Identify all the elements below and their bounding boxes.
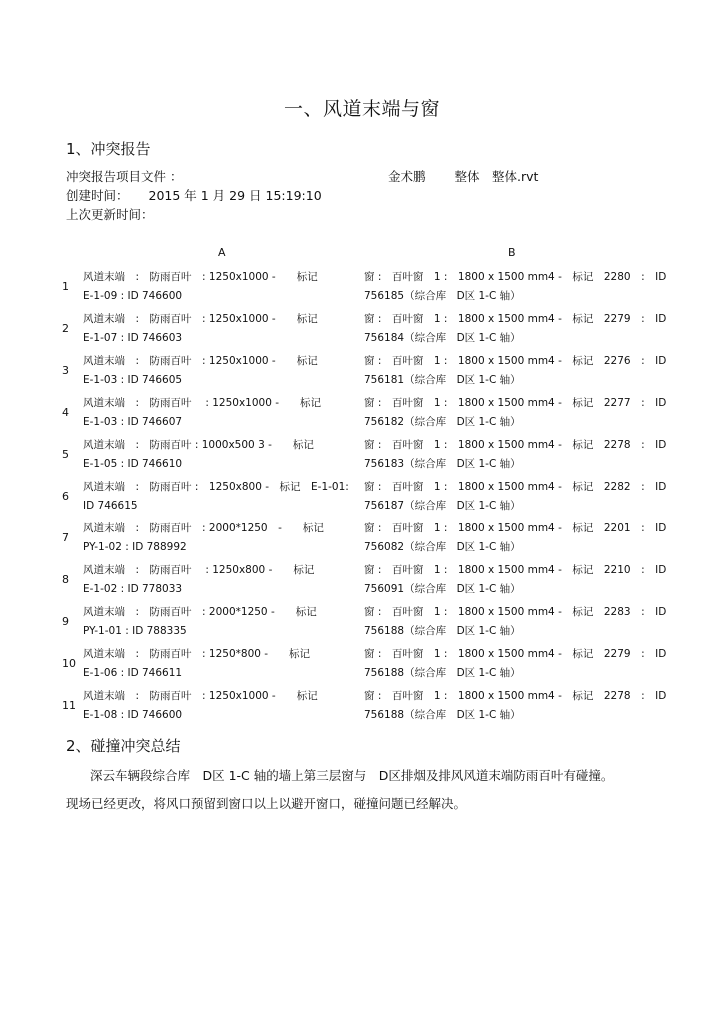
summary-text (66, 762, 666, 818)
row-number: 5 (62, 447, 69, 461)
row-number: 1 (62, 280, 69, 293)
cell-b (364, 268, 670, 306)
cell-b-line-2: 756188（综合库 D区 1-C 轴） (364, 625, 521, 638)
summary-paragraph-1: 深云车辆段综合库 D区 1-C 轴的墙上第三层窗与 D区排烟及排风风道末端防雨百叶有碰撞。 (90, 768, 614, 783)
row-number: 6 (62, 489, 69, 503)
cell-b (364, 603, 670, 641)
column-header-a: A (218, 246, 226, 259)
cell-a-line-2: E-1-06 : ID 746611 (83, 667, 183, 680)
project-file-label: 冲突报告项目文件 ： (66, 169, 183, 184)
cell-b-line-1: 窗 : 百叶窗 1 : 1800 x 1500 mm4 - 标记 2282 : ID (364, 480, 667, 493)
cell-a (83, 436, 355, 474)
cell-a (83, 310, 355, 348)
table-row (62, 310, 672, 352)
cell-b-line-1: 窗 : 百叶窗 1 : 1800 x 1500 mm4 - 标记 2276 : ID (364, 354, 667, 367)
cell-b-line-1: 窗 : 百叶窗 1 : 1800 x 1500 mm4 - 标记 2280 : ID (364, 271, 667, 283)
section-heading-summary: 2、碰撞冲突总结 (66, 737, 181, 755)
row-number: 7 (62, 531, 69, 545)
cell-a (83, 519, 355, 557)
table-row (62, 603, 672, 645)
cell-a (83, 352, 355, 390)
cell-a-line-2: PY-1-01 : ID 788335 (83, 625, 187, 638)
table-row (62, 561, 672, 603)
cell-b (364, 436, 670, 474)
cell-b-line-1: 窗 : 百叶窗 1 : 1800 x 1500 mm4 - 标记 2278 : ID (364, 690, 667, 702)
cell-a (83, 603, 355, 641)
created-time-line (66, 186, 322, 204)
cell-b-line-2: 756181（综合库 D区 1-C 轴） (364, 373, 521, 386)
table-row (62, 645, 672, 687)
cell-b-line-1: 窗 : 百叶窗 1 : 1800 x 1500 mm4 - 标记 2277 : ID (364, 396, 667, 409)
cell-b-line-1: 窗 : 百叶窗 1 : 1800 x 1500 mm4 - 标记 2279 : ID (364, 648, 667, 661)
table-row (62, 436, 672, 478)
cell-b-line-1: 窗 : 百叶窗 1 : 1800 x 1500 mm4 - 标记 2210 : ID (364, 564, 667, 577)
table-row (62, 268, 672, 310)
page-title: 一、风道末端与窗 (283, 98, 440, 120)
cell-b (364, 478, 670, 516)
cell-b-line-2: 756185（综合库 D区 1-C 轴） (364, 290, 521, 302)
summary-paragraph-2: 现场已经更改，将风口预留到窗口以上以避开窗口，碰撞问题已经解决。 (66, 796, 467, 811)
cell-b-line-2: 756188（综合库 D区 1-C 轴） (364, 709, 521, 721)
cell-a-line-1: 风道末端 : 防雨百叶 : 1250x1000 - 标记 (83, 271, 318, 283)
row-number: 9 (62, 615, 69, 629)
cell-b-line-2: 756091（综合库 D区 1-C 轴） (364, 583, 521, 596)
project-file-value: 金术鹏 整体 整体.rvt (388, 169, 539, 184)
cell-a-line-2: ID 746615 (83, 499, 138, 512)
cell-b (364, 352, 670, 390)
cell-b-line-2: 756187（综合库 D区 1-C 轴） (364, 499, 521, 512)
cell-b (364, 645, 670, 683)
table-row (62, 352, 672, 394)
table-row (62, 519, 672, 561)
cell-a-line-2: E-1-08 : ID 746600 (83, 709, 183, 721)
cell-b-line-2: 756082（综合库 D区 1-C 轴） (364, 541, 521, 554)
cell-a-line-1: 风道末端 : 防雨百叶 : 1250x800 - 标记 (83, 564, 315, 577)
cell-a (83, 561, 355, 599)
cell-a-line-2: E-1-02 : ID 778033 (83, 583, 183, 596)
cell-b (364, 687, 670, 725)
cell-b-line-2: 756183（综合库 D区 1-C 轴） (364, 457, 521, 470)
row-number: 10 (62, 657, 76, 671)
row-number: 8 (62, 573, 69, 587)
cell-a (83, 687, 355, 725)
cell-a-line-1: 风道末端 : 防雨百叶 : 1250x800 - 标记 E-1-01: (83, 480, 349, 493)
cell-a-line-2: E-1-05 : ID 746610 (83, 457, 183, 470)
cell-a-line-1: 风道末端 : 防雨百叶 : 1250*800 - 标记 (83, 648, 311, 661)
cell-a-line-2: E-1-03 : ID 746607 (83, 415, 183, 428)
cell-a-line-1: 风道末端 : 防雨百叶 : 1250x1000 - 标记 (83, 396, 322, 409)
cell-a-line-1: 风道末端 : 防雨百叶 : 2000*1250 - 标记 (83, 606, 317, 619)
updated-time-label: 上次更新时间： (66, 207, 154, 222)
cell-a-line-2: E-1-03 : ID 746605 (83, 373, 183, 386)
cell-b-line-1: 窗 : 百叶窗 1 : 1800 x 1500 mm4 - 标记 2283 : ID (364, 606, 667, 619)
table-row (62, 687, 672, 729)
cell-a (83, 268, 355, 306)
cell-b (364, 561, 670, 599)
cell-a (83, 645, 355, 683)
created-time-label: 创建时间： (66, 188, 129, 203)
table-row (62, 478, 672, 520)
cell-b-line-1: 窗 : 百叶窗 1 : 1800 x 1500 mm4 - 标记 2201 : ID (364, 522, 667, 535)
cell-a-line-2: PY-1-02 : ID 788992 (83, 541, 187, 554)
cell-b-line-2: 756182（综合库 D区 1-C 轴） (364, 415, 521, 428)
cell-b-line-1: 窗 : 百叶窗 1 : 1800 x 1500 mm4 - 标记 2278 : ID (364, 438, 667, 451)
created-time-value: 2015 年 1 月 29 日 15:19:10 (148, 188, 322, 203)
cell-b-line-2: 756188（综合库 D区 1-C 轴） (364, 667, 521, 680)
cell-a-line-1: 风道末端 : 防雨百叶 : 2000*1250 - 标记 (83, 522, 324, 535)
cell-a-line-1: 风道末端 : 防雨百叶 : 1250x1000 - 标记 (83, 354, 318, 367)
row-number: 3 (62, 363, 69, 377)
cell-a-line-1: 风道末端 : 防雨百叶 : 1250x1000 - 标记 (83, 690, 318, 702)
cell-b (364, 310, 670, 348)
cell-b-line-2: 756184（综合库 D区 1-C 轴） (364, 331, 521, 344)
cell-b-line-1: 窗 : 百叶窗 1 : 1800 x 1500 mm4 - 标记 2279 : ID (364, 312, 667, 325)
cell-a-line-2: E-1-09 : ID 746600 (83, 290, 183, 302)
row-number: 2 (62, 321, 69, 335)
cell-a-line-2: E-1-07 : ID 746603 (83, 331, 183, 344)
cell-b (364, 394, 670, 432)
cell-a (83, 478, 355, 516)
row-number: 4 (62, 405, 69, 419)
section-heading-conflict-report: 1、冲突报告 (66, 140, 151, 158)
row-number: 11 (62, 699, 76, 712)
cell-b (364, 519, 670, 557)
cell-a-line-1: 风道末端 : 防雨百叶 : 1000x500 3 - 标记 (83, 438, 314, 451)
cell-a-line-1: 风道末端 : 防雨百叶 : 1250x1000 - 标记 (83, 312, 318, 325)
cell-a (83, 394, 355, 432)
table-row (62, 394, 672, 436)
column-header-b: B (508, 246, 516, 259)
